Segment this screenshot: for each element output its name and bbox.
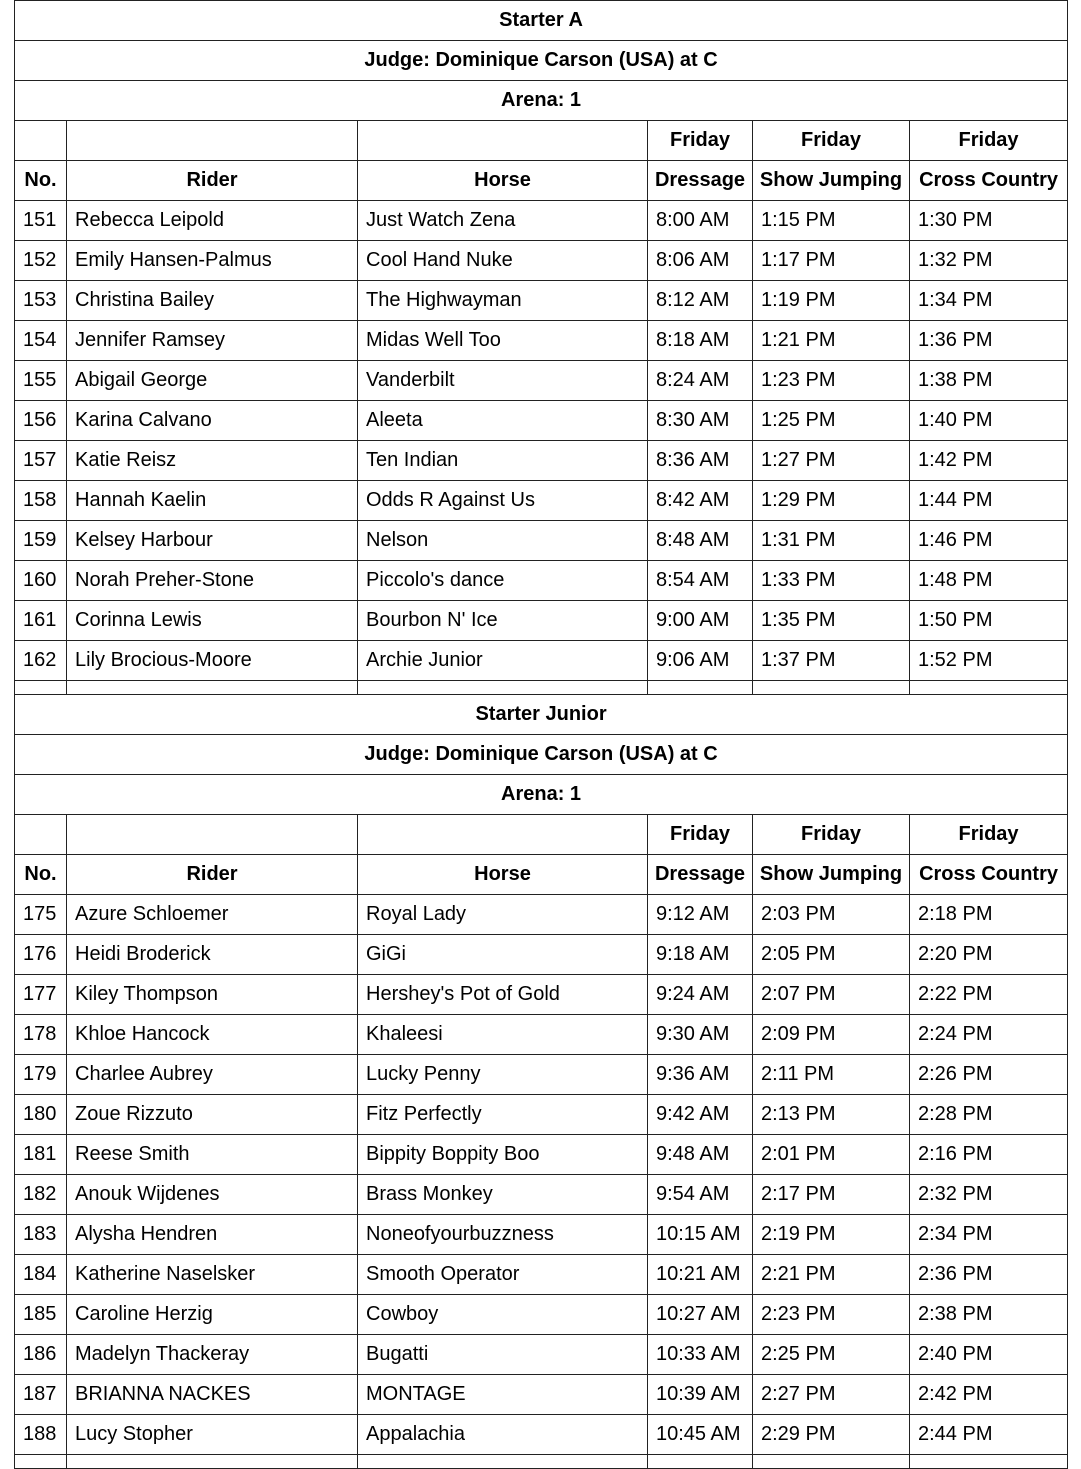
blank-cell xyxy=(67,681,358,695)
number-cell: 178 xyxy=(15,1015,67,1055)
number-cell: 180 xyxy=(15,1095,67,1135)
rider-cell: Christina Bailey xyxy=(67,281,358,321)
number-cell: 179 xyxy=(15,1055,67,1095)
show-jumping-cell: 1:27 PM xyxy=(753,441,910,481)
rider-cell: Madelyn Thackeray xyxy=(67,1335,358,1375)
number-cell: 185 xyxy=(15,1295,67,1335)
show-jumping-cell: 2:23 PM xyxy=(753,1295,910,1335)
rider-cell: Zoue Rizzuto xyxy=(67,1095,358,1135)
dressage-cell: 8:00 AM xyxy=(648,201,753,241)
table-row xyxy=(15,1215,1068,1255)
column-header-row xyxy=(15,855,1068,895)
horse-cell: Cowboy xyxy=(358,1295,648,1335)
rider-cell: Kiley Thompson xyxy=(67,975,358,1015)
number-cell: 177 xyxy=(15,975,67,1015)
arena-line: Arena: 1 xyxy=(15,81,1068,121)
judge-line-row xyxy=(15,41,1068,81)
show-jumping-cell: 2:11 PM xyxy=(753,1055,910,1095)
arena-line-row xyxy=(15,81,1068,121)
dressage-cell: 8:30 AM xyxy=(648,401,753,441)
show-jumping-cell: 1:23 PM xyxy=(753,361,910,401)
show-jumping-cell: 2:19 PM xyxy=(753,1215,910,1255)
horse-cell: Appalachia xyxy=(358,1415,648,1455)
table-row xyxy=(15,1375,1068,1415)
show-jumping-cell: 1:15 PM xyxy=(753,201,910,241)
number-cell: 161 xyxy=(15,601,67,641)
cross-country-cell: 2:20 PM xyxy=(910,935,1068,975)
number-cell: 162 xyxy=(15,641,67,681)
horse-cell: Nelson xyxy=(358,521,648,561)
rider-cell: Reese Smith xyxy=(67,1135,358,1175)
number-cell: 154 xyxy=(15,321,67,361)
rider-cell: Anouk Wijdenes xyxy=(67,1175,358,1215)
cross-country-cell: 2:38 PM xyxy=(910,1295,1068,1335)
column-header-cross-country: Cross Country xyxy=(910,855,1068,895)
table-row xyxy=(15,521,1068,561)
column-header-show-jumping: Show Jumping xyxy=(753,855,910,895)
show-jumping-cell: 2:17 PM xyxy=(753,1175,910,1215)
cross-country-cell: 2:36 PM xyxy=(910,1255,1068,1295)
number-cell: 181 xyxy=(15,1135,67,1175)
table-row xyxy=(15,1415,1068,1455)
show-jumping-cell: 2:29 PM xyxy=(753,1415,910,1455)
dressage-cell: 9:24 AM xyxy=(648,975,753,1015)
dressage-cell: 10:45 AM xyxy=(648,1415,753,1455)
dressage-cell: 9:06 AM xyxy=(648,641,753,681)
column-header-horse: Horse xyxy=(358,161,648,201)
number-cell: 160 xyxy=(15,561,67,601)
table-row xyxy=(15,1175,1068,1215)
number-cell: 183 xyxy=(15,1215,67,1255)
section-title: Starter Junior xyxy=(15,695,1068,735)
horse-cell: Midas Well Too xyxy=(358,321,648,361)
horse-cell: Hershey's Pot of Gold xyxy=(358,975,648,1015)
show-jumping-cell: 2:13 PM xyxy=(753,1095,910,1135)
rider-cell: Norah Preher-Stone xyxy=(67,561,358,601)
show-jumping-cell: 2:21 PM xyxy=(753,1255,910,1295)
rider-cell: Katie Reisz xyxy=(67,441,358,481)
show-jumping-cell: 2:05 PM xyxy=(753,935,910,975)
show-jumping-cell: 1:35 PM xyxy=(753,601,910,641)
dressage-cell: 9:36 AM xyxy=(648,1055,753,1095)
dressage-cell: 9:18 AM xyxy=(648,935,753,975)
dressage-cell: 9:30 AM xyxy=(648,1015,753,1055)
table-row xyxy=(15,361,1068,401)
cross-country-cell: 2:32 PM xyxy=(910,1175,1068,1215)
table-row xyxy=(15,1335,1068,1375)
day-header: Friday xyxy=(753,815,910,855)
column-header-dressage: Dressage xyxy=(648,161,753,201)
show-jumping-cell: 2:03 PM xyxy=(753,895,910,935)
rider-cell: Corinna Lewis xyxy=(67,601,358,641)
rider-cell: Karina Calvano xyxy=(67,401,358,441)
blank-cell xyxy=(358,1455,648,1469)
cross-country-cell: 2:24 PM xyxy=(910,1015,1068,1055)
show-jumping-cell: 1:19 PM xyxy=(753,281,910,321)
blank-cell xyxy=(67,1455,358,1469)
blank-row xyxy=(15,1455,1068,1469)
show-jumping-cell: 2:27 PM xyxy=(753,1375,910,1415)
blank-cell xyxy=(753,681,910,695)
table-row xyxy=(15,1135,1068,1175)
cross-country-cell: 2:26 PM xyxy=(910,1055,1068,1095)
horse-cell: Khaleesi xyxy=(358,1015,648,1055)
section-title-row xyxy=(15,695,1068,735)
cross-country-cell: 2:40 PM xyxy=(910,1335,1068,1375)
cross-country-cell: 1:30 PM xyxy=(910,201,1068,241)
empty-header-cell xyxy=(67,121,358,161)
rider-cell: Azure Schloemer xyxy=(67,895,358,935)
table-row xyxy=(15,641,1068,681)
horse-cell: Ten Indian xyxy=(358,441,648,481)
horse-cell: Noneofyourbuzzness xyxy=(358,1215,648,1255)
table-row xyxy=(15,1295,1068,1335)
dressage-cell: 9:48 AM xyxy=(648,1135,753,1175)
empty-header-cell xyxy=(358,121,648,161)
judge-line: Judge: Dominique Carson (USA) at C xyxy=(15,735,1068,775)
cross-country-cell: 1:46 PM xyxy=(910,521,1068,561)
rider-cell: Rebecca Leipold xyxy=(67,201,358,241)
column-header-cross-country: Cross Country xyxy=(910,161,1068,201)
rider-cell: Emily Hansen-Palmus xyxy=(67,241,358,281)
horse-cell: Bippity Boppity Boo xyxy=(358,1135,648,1175)
table-row xyxy=(15,1055,1068,1095)
day-header-row xyxy=(15,815,1068,855)
horse-cell: Piccolo's dance xyxy=(358,561,648,601)
show-jumping-cell: 1:17 PM xyxy=(753,241,910,281)
horse-cell: Odds R Against Us xyxy=(358,481,648,521)
number-cell: 151 xyxy=(15,201,67,241)
cross-country-cell: 1:48 PM xyxy=(910,561,1068,601)
dressage-cell: 10:27 AM xyxy=(648,1295,753,1335)
number-cell: 159 xyxy=(15,521,67,561)
dressage-cell: 8:42 AM xyxy=(648,481,753,521)
cross-country-cell: 1:38 PM xyxy=(910,361,1068,401)
day-header: Friday xyxy=(910,121,1068,161)
cross-country-cell: 2:28 PM xyxy=(910,1095,1068,1135)
column-header-dressage: Dressage xyxy=(648,855,753,895)
dressage-cell: 10:15 AM xyxy=(648,1215,753,1255)
dressage-cell: 9:42 AM xyxy=(648,1095,753,1135)
cross-country-cell: 2:42 PM xyxy=(910,1375,1068,1415)
rider-cell: Alysha Hendren xyxy=(67,1215,358,1255)
empty-header-cell xyxy=(358,815,648,855)
horse-cell: Just Watch Zena xyxy=(358,201,648,241)
show-jumping-cell: 2:07 PM xyxy=(753,975,910,1015)
blank-cell xyxy=(15,681,67,695)
table-row xyxy=(15,895,1068,935)
blank-cell xyxy=(648,681,753,695)
table-row xyxy=(15,1255,1068,1295)
empty-header-cell xyxy=(67,815,358,855)
show-jumping-cell: 1:33 PM xyxy=(753,561,910,601)
table-row xyxy=(15,561,1068,601)
table-row xyxy=(15,935,1068,975)
column-header-show-jumping: Show Jumping xyxy=(753,161,910,201)
show-jumping-cell: 2:01 PM xyxy=(753,1135,910,1175)
cross-country-cell: 1:34 PM xyxy=(910,281,1068,321)
rider-cell: Jennifer Ramsey xyxy=(67,321,358,361)
arena-line: Arena: 1 xyxy=(15,775,1068,815)
table-row xyxy=(15,975,1068,1015)
schedule-body xyxy=(15,1,1068,1469)
horse-cell: Cool Hand Nuke xyxy=(358,241,648,281)
number-cell: 153 xyxy=(15,281,67,321)
cross-country-cell: 2:44 PM xyxy=(910,1415,1068,1455)
blank-cell xyxy=(910,681,1068,695)
arena-line-row xyxy=(15,775,1068,815)
number-cell: 188 xyxy=(15,1415,67,1455)
blank-cell xyxy=(358,681,648,695)
blank-cell xyxy=(753,1455,910,1469)
number-cell: 186 xyxy=(15,1335,67,1375)
horse-cell: Royal Lady xyxy=(358,895,648,935)
cross-country-cell: 2:34 PM xyxy=(910,1215,1068,1255)
horse-cell: MONTAGE xyxy=(358,1375,648,1415)
cross-country-cell: 2:16 PM xyxy=(910,1135,1068,1175)
table-row xyxy=(15,1095,1068,1135)
schedule-sheet xyxy=(14,0,1067,1469)
dressage-cell: 8:48 AM xyxy=(648,521,753,561)
rider-cell: Lily Brocious-Moore xyxy=(67,641,358,681)
day-header: Friday xyxy=(648,121,753,161)
cross-country-cell: 1:42 PM xyxy=(910,441,1068,481)
blank-cell xyxy=(15,1455,67,1469)
empty-header-cell xyxy=(15,815,67,855)
cross-country-cell: 1:52 PM xyxy=(910,641,1068,681)
table-row xyxy=(15,321,1068,361)
horse-cell: Bugatti xyxy=(358,1335,648,1375)
number-cell: 182 xyxy=(15,1175,67,1215)
column-header-rider: Rider xyxy=(67,161,358,201)
show-jumping-cell: 1:25 PM xyxy=(753,401,910,441)
table-row xyxy=(15,401,1068,441)
show-jumping-cell: 2:09 PM xyxy=(753,1015,910,1055)
horse-cell: Aleeta xyxy=(358,401,648,441)
dressage-cell: 8:24 AM xyxy=(648,361,753,401)
column-header-number: No. xyxy=(15,855,67,895)
dressage-cell: 10:33 AM xyxy=(648,1335,753,1375)
rider-cell: Charlee Aubrey xyxy=(67,1055,358,1095)
day-header: Friday xyxy=(648,815,753,855)
number-cell: 184 xyxy=(15,1255,67,1295)
number-cell: 158 xyxy=(15,481,67,521)
horse-cell: Fitz Perfectly xyxy=(358,1095,648,1135)
cross-country-cell: 1:40 PM xyxy=(910,401,1068,441)
number-cell: 175 xyxy=(15,895,67,935)
table-row xyxy=(15,441,1068,481)
empty-header-cell xyxy=(15,121,67,161)
column-header-row xyxy=(15,161,1068,201)
horse-cell: GiGi xyxy=(358,935,648,975)
rider-cell: Katherine Naselsker xyxy=(67,1255,358,1295)
cross-country-cell: 1:32 PM xyxy=(910,241,1068,281)
day-header-row xyxy=(15,121,1068,161)
dressage-cell: 10:21 AM xyxy=(648,1255,753,1295)
rider-cell: BRIANNA NACKES xyxy=(67,1375,358,1415)
cross-country-cell: 2:18 PM xyxy=(910,895,1068,935)
column-header-number: No. xyxy=(15,161,67,201)
rider-cell: Lucy Stopher xyxy=(67,1415,358,1455)
dressage-cell: 9:12 AM xyxy=(648,895,753,935)
section-title: Starter A xyxy=(15,1,1068,41)
dressage-cell: 10:39 AM xyxy=(648,1375,753,1415)
section-title-row xyxy=(15,1,1068,41)
column-header-rider: Rider xyxy=(67,855,358,895)
show-jumping-cell: 1:29 PM xyxy=(753,481,910,521)
table-row xyxy=(15,601,1068,641)
horse-cell: Vanderbilt xyxy=(358,361,648,401)
show-jumping-cell: 1:31 PM xyxy=(753,521,910,561)
day-header: Friday xyxy=(910,815,1068,855)
dressage-cell: 8:12 AM xyxy=(648,281,753,321)
number-cell: 187 xyxy=(15,1375,67,1415)
horse-cell: Lucky Penny xyxy=(358,1055,648,1095)
rider-cell: Abigail George xyxy=(67,361,358,401)
blank-row xyxy=(15,681,1068,695)
number-cell: 176 xyxy=(15,935,67,975)
blank-cell xyxy=(648,1455,753,1469)
day-header: Friday xyxy=(753,121,910,161)
table-row xyxy=(15,201,1068,241)
show-jumping-cell: 1:37 PM xyxy=(753,641,910,681)
table-row xyxy=(15,281,1068,321)
cross-country-cell: 1:50 PM xyxy=(910,601,1068,641)
table-row xyxy=(15,241,1068,281)
schedule-table xyxy=(14,0,1068,1469)
horse-cell: The Highwayman xyxy=(358,281,648,321)
cross-country-cell: 1:36 PM xyxy=(910,321,1068,361)
show-jumping-cell: 1:21 PM xyxy=(753,321,910,361)
show-jumping-cell: 2:25 PM xyxy=(753,1335,910,1375)
cross-country-cell: 2:22 PM xyxy=(910,975,1068,1015)
rider-cell: Heidi Broderick xyxy=(67,935,358,975)
horse-cell: Bourbon N' Ice xyxy=(358,601,648,641)
rider-cell: Caroline Herzig xyxy=(67,1295,358,1335)
horse-cell: Brass Monkey xyxy=(358,1175,648,1215)
judge-line: Judge: Dominique Carson (USA) at C xyxy=(15,41,1068,81)
dressage-cell: 8:06 AM xyxy=(648,241,753,281)
dressage-cell: 8:18 AM xyxy=(648,321,753,361)
table-row xyxy=(15,481,1068,521)
number-cell: 155 xyxy=(15,361,67,401)
horse-cell: Smooth Operator xyxy=(358,1255,648,1295)
number-cell: 157 xyxy=(15,441,67,481)
rider-cell: Kelsey Harbour xyxy=(67,521,358,561)
number-cell: 156 xyxy=(15,401,67,441)
column-header-horse: Horse xyxy=(358,855,648,895)
number-cell: 152 xyxy=(15,241,67,281)
dressage-cell: 8:36 AM xyxy=(648,441,753,481)
dressage-cell: 9:00 AM xyxy=(648,601,753,641)
horse-cell: Archie Junior xyxy=(358,641,648,681)
rider-cell: Hannah Kaelin xyxy=(67,481,358,521)
cross-country-cell: 1:44 PM xyxy=(910,481,1068,521)
dressage-cell: 9:54 AM xyxy=(648,1175,753,1215)
blank-cell xyxy=(910,1455,1068,1469)
dressage-cell: 8:54 AM xyxy=(648,561,753,601)
rider-cell: Khloe Hancock xyxy=(67,1015,358,1055)
table-row xyxy=(15,1015,1068,1055)
judge-line-row xyxy=(15,735,1068,775)
